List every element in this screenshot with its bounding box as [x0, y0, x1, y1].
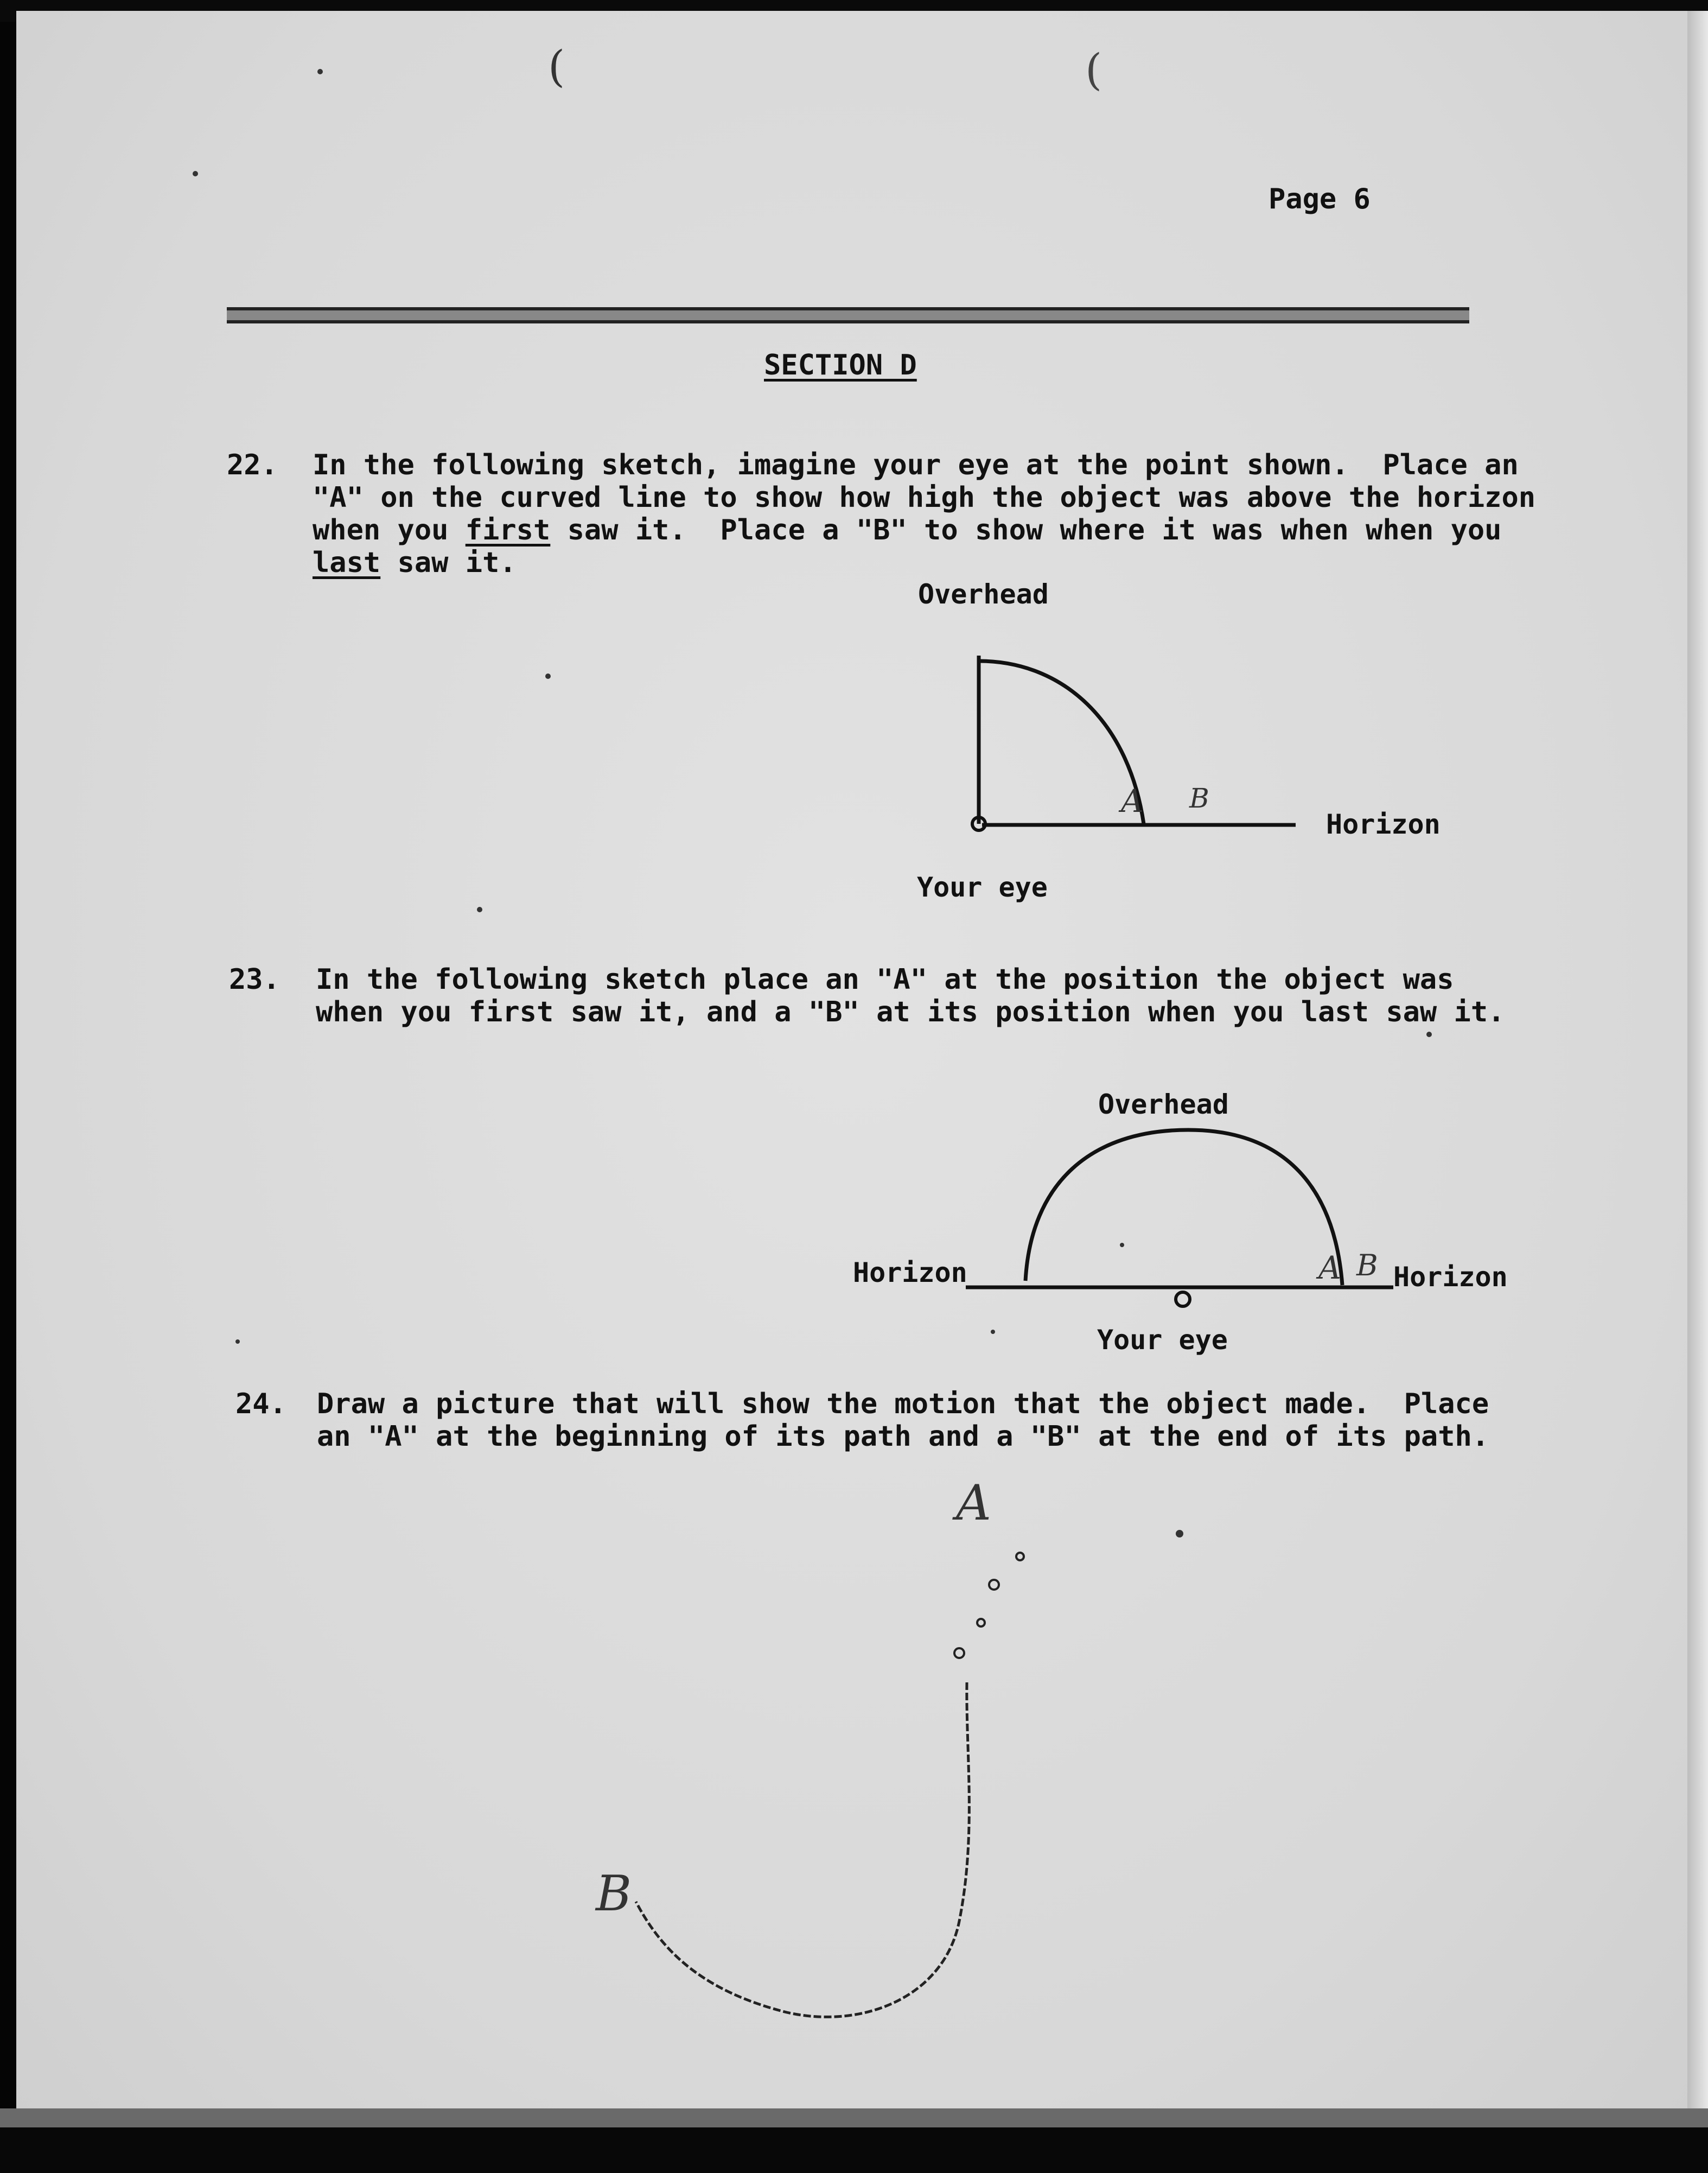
- diagram2-handwritten-a: A: [1318, 1249, 1341, 1286]
- diagram1-handwritten-b: B: [1189, 783, 1209, 814]
- diagram1-overhead-label: Overhead: [918, 579, 1049, 610]
- scan-mark: (: [1085, 45, 1102, 95]
- motion-path-drawing: [636, 1553, 1024, 2017]
- question-22-line-1: In the following sketch, imagine your eye at the point shown. Place an: [313, 449, 1519, 481]
- motion-path-dot: [977, 1619, 985, 1626]
- question-23-line-2: when you first saw it, and a "B" at its position when you last saw it.: [316, 996, 1505, 1028]
- motion-path-handwritten-b: B: [596, 1865, 632, 1922]
- diagram2-handwritten-b: B: [1356, 1248, 1378, 1282]
- diagram1-horizon-label: Horizon: [1326, 809, 1441, 840]
- question-24-line-2: an "A" at the beginning of its path and a "B" at the end of its path.: [317, 1420, 1489, 1453]
- diagram1-handwritten-a: A: [1121, 783, 1144, 819]
- motion-path-dot: [1016, 1553, 1024, 1560]
- diagram2-eye-label: Your eye: [1097, 1324, 1228, 1356]
- diagram2-horizon-right-label: Horizon: [1393, 1261, 1508, 1293]
- diagram2-eye-point: [1176, 1292, 1190, 1306]
- scan-specks: [193, 69, 1432, 1537]
- diagram2-sky-arc: [1025, 1130, 1342, 1285]
- question-22-number: 22.: [227, 449, 278, 481]
- scan-mark: (: [548, 41, 565, 92]
- diagram1-sky-arc: [979, 661, 1144, 824]
- question-24-number: 24.: [235, 1388, 286, 1420]
- question-23-line-1: In the following sketch place an "A" at the position the object was: [316, 963, 1454, 996]
- diagram2-horizon-left-label: Horizon: [853, 1257, 967, 1288]
- motion-path-dot: [954, 1648, 964, 1658]
- diagram2-overhead-label: Overhead: [1098, 1089, 1229, 1120]
- motion-path-line: [636, 1682, 969, 2017]
- diagram1-eye-label: Your eye: [917, 872, 1048, 903]
- question-24-line-1: Draw a picture that will show the motion that the object made. Place: [317, 1388, 1489, 1420]
- page-number: Page 6: [1269, 183, 1371, 215]
- motion-path-handwritten-a: A: [956, 1475, 991, 1532]
- question-23-number: 23.: [229, 963, 280, 996]
- question-22-line-4: last saw it.: [313, 547, 517, 579]
- section-title: SECTION D: [764, 349, 917, 382]
- question-22-line-2: "A" on the curved line to show how high the object was above the horizon: [313, 481, 1536, 514]
- motion-path-dot: [989, 1580, 999, 1590]
- question-22-line-3: when you first saw it. Place a "B" to show where it was when when you: [313, 514, 1502, 547]
